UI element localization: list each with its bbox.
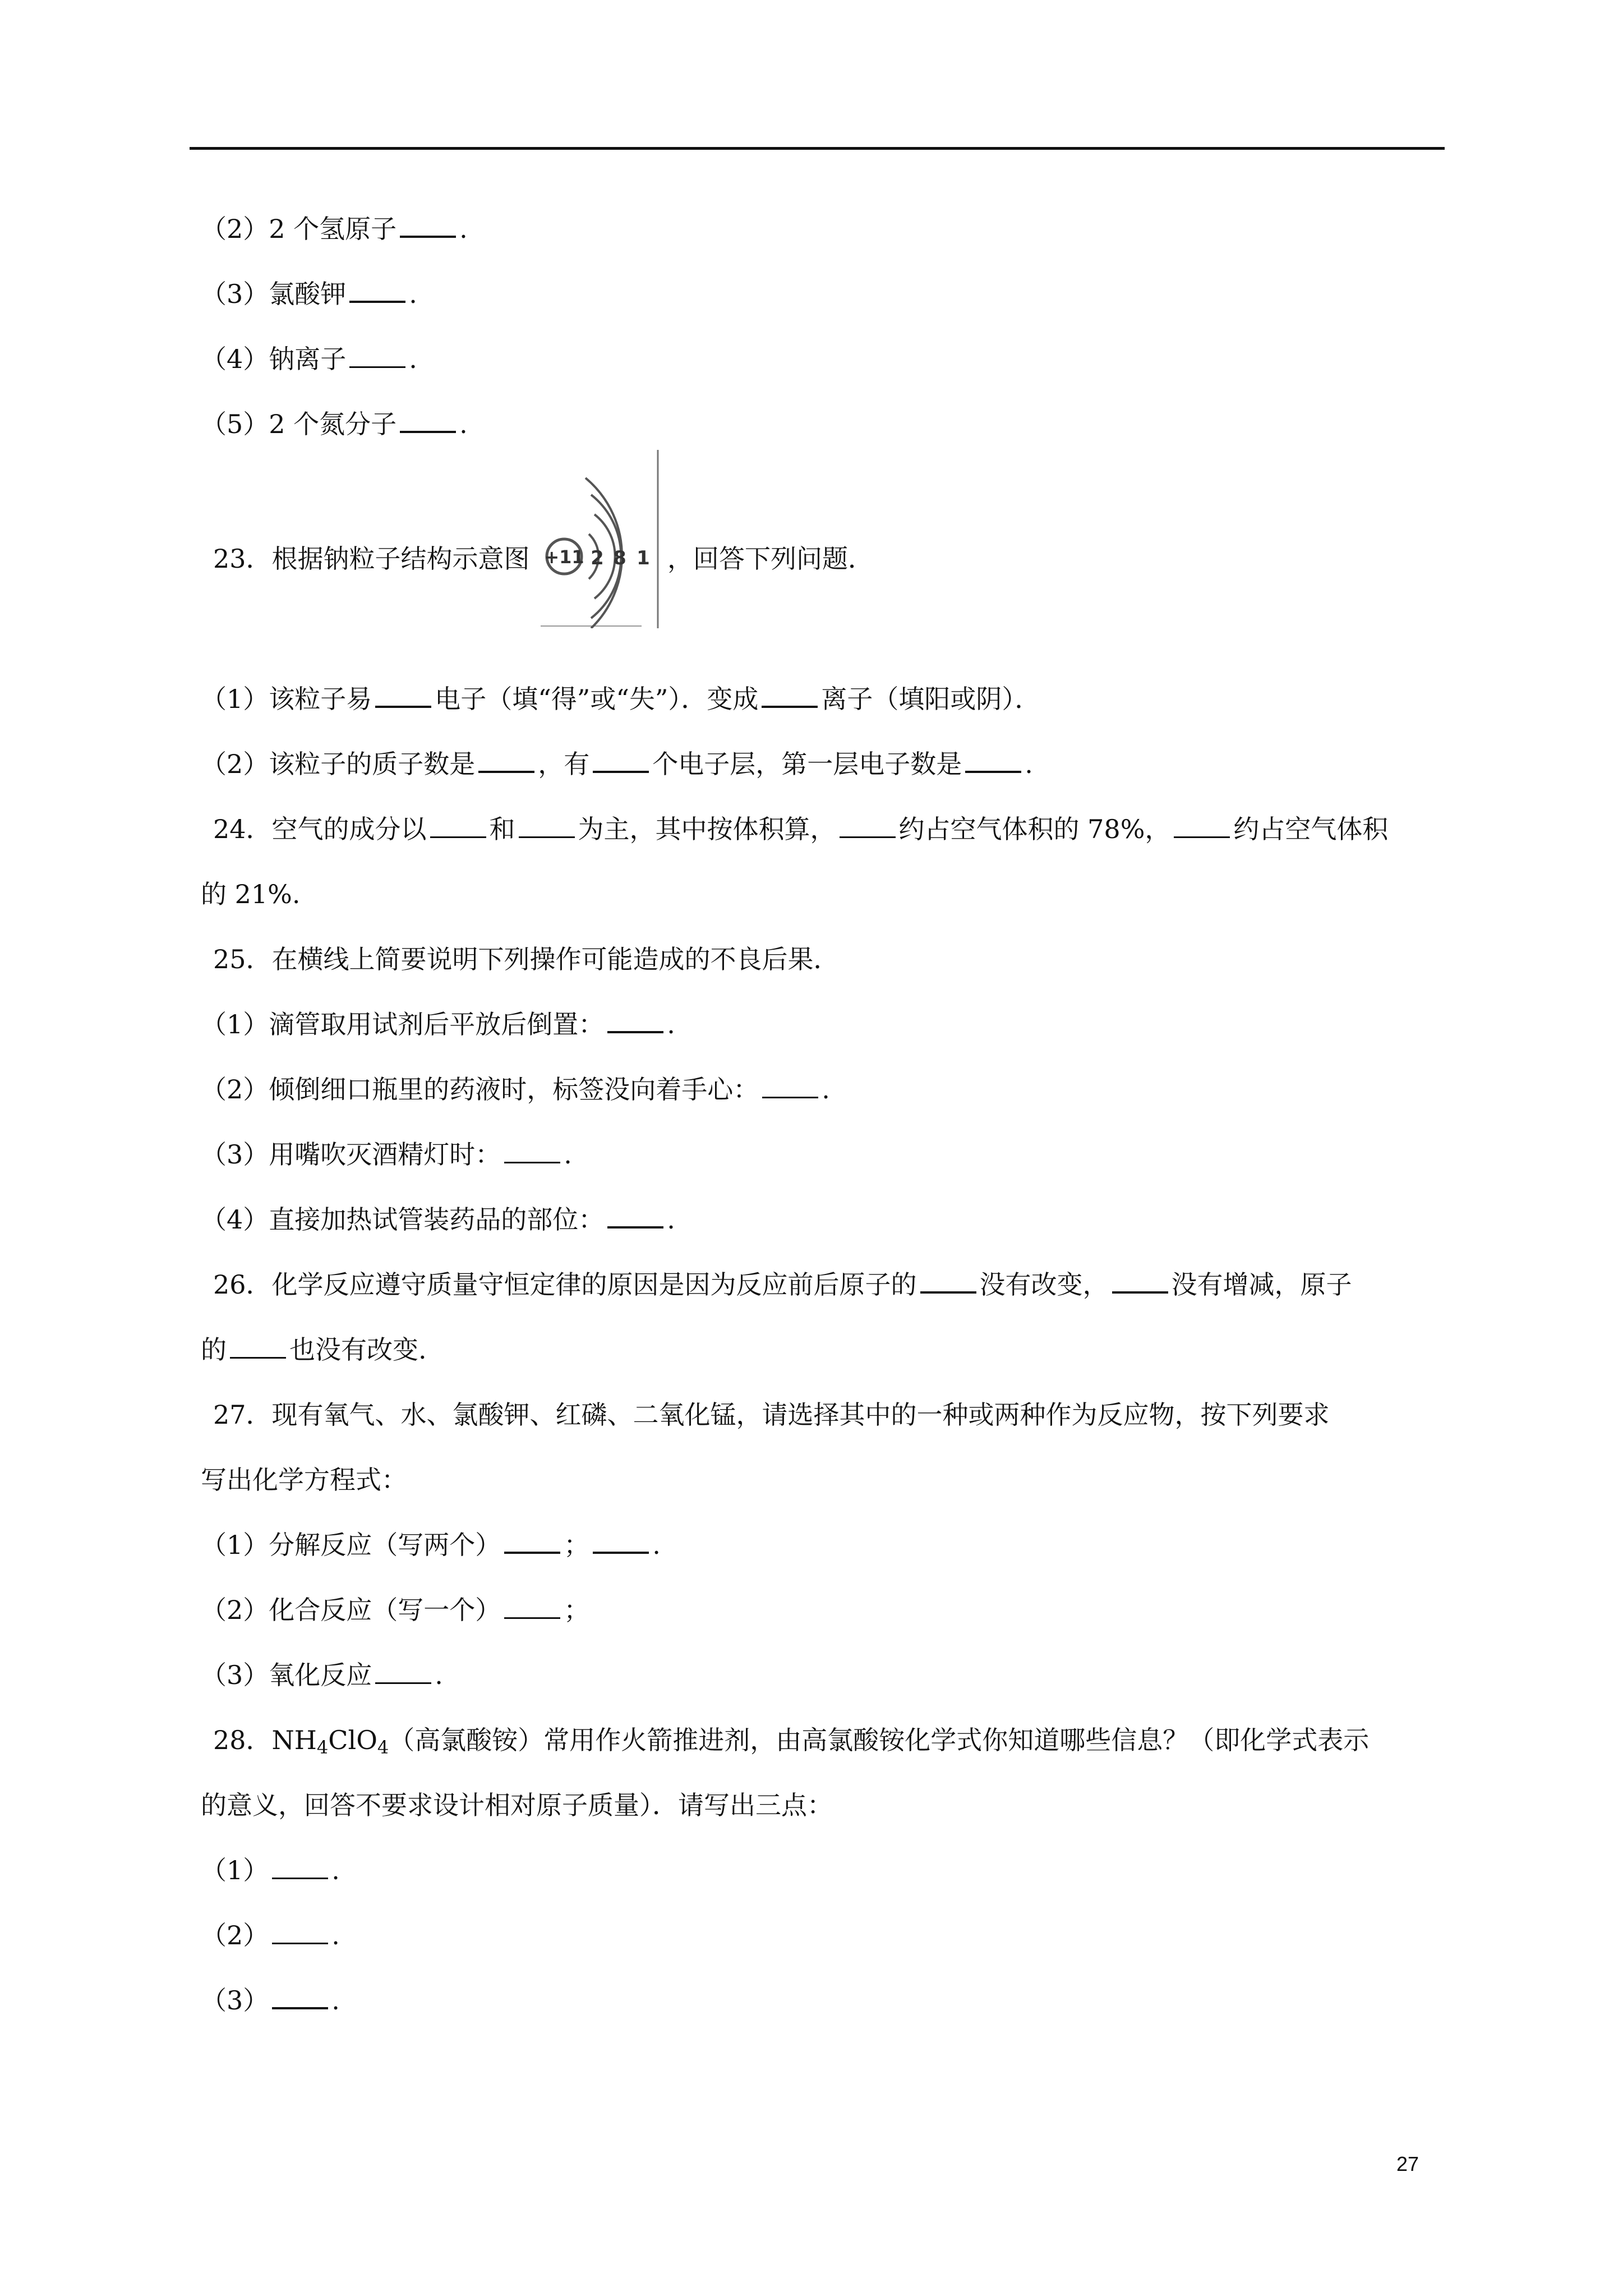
answer-blank[interactable] [400, 215, 456, 238]
page-number: 27 [1396, 2152, 1419, 2175]
q27-item-2: （2）化合反应（写一个） ； [201, 1595, 590, 1625]
q23-item-1: （1）该粒子易 电子（填“得”或“失”）．变成 离子（填阳或阴）． [201, 684, 1041, 714]
answer-blank[interactable] [230, 1337, 286, 1359]
q28-item-2: （2） . [201, 1920, 340, 1950]
q28-item-3: （3） . [201, 1985, 340, 2016]
answer-blank[interactable] [1174, 816, 1230, 838]
answer-blank[interactable] [593, 1531, 649, 1554]
q27-item-3: （3）氧化反应 . [201, 1660, 443, 1690]
q27-stem-2: 写出化学方程式： [201, 1465, 407, 1495]
answer-blank[interactable] [607, 1206, 663, 1228]
q26-line-2: 的 也没有改变. [201, 1335, 427, 1365]
q22-item-2: （2）2 个氢原子 . [201, 214, 468, 244]
header-rule [190, 147, 1445, 150]
shell-3-count: 1 [637, 547, 650, 569]
q22-item-5: （5）2 个氮分子 . [201, 409, 468, 439]
q28-line-1: 28．$NH_4ClO_4$（高氯酸铵）常用作火箭推进剂，由高氯酸铵化学式你知道哪些信息？（即化学式表示 [213, 1725, 1370, 1758]
q25-item-4: （4）直接加热试管装药品的部位： . [201, 1204, 675, 1235]
q25-item-2: （2）倾倒细口瓶里的药液时，标签没向着手心： . [201, 1074, 830, 1105]
q25-item-3: （3）用嘴吹灭酒精灯时： . [201, 1139, 572, 1170]
sodium-atom-structure-figure [541, 450, 661, 628]
answer-blank[interactable] [272, 1922, 328, 1944]
q27-item-1: （1）分解反应（写两个） ； . [201, 1530, 661, 1560]
answer-blank[interactable] [1112, 1271, 1168, 1294]
shell-2-count: 8 [613, 547, 626, 569]
answer-blank[interactable] [762, 685, 818, 708]
answer-blank[interactable] [593, 751, 649, 773]
answer-blank[interactable] [504, 1531, 560, 1554]
q22-item-4: （4）钠离子 . [201, 344, 417, 374]
answer-blank[interactable] [504, 1597, 560, 1619]
answer-blank[interactable] [607, 1011, 663, 1033]
q24-line-2: 的 21%. [201, 879, 301, 909]
answer-blank[interactable] [349, 346, 405, 368]
q22-item-3: （3）氯酸钾 . [201, 279, 417, 309]
q26-line-1: 26．化学反应遵守质量守恒定律的原因是因为反应前后原子的 没有改变， 没有增减，原子 [213, 1269, 1352, 1300]
answer-blank[interactable] [840, 816, 896, 838]
answer-blank[interactable] [349, 280, 405, 303]
answer-blank[interactable] [430, 816, 486, 838]
answer-blank[interactable] [478, 751, 534, 773]
q25-stem: 25．在横线上简要说明下列操作可能造成的不良后果． [213, 944, 840, 974]
q23-stem-b: ，回答下列问题． [667, 544, 874, 574]
answer-blank[interactable] [375, 685, 431, 708]
answer-blank[interactable] [400, 411, 456, 433]
q28-item-1: （1） . [201, 1855, 340, 1885]
q24-line-1: 24．空气的成分以 和 为主，其中按体积算， 约占空气体积的 78%， 约占空气体积 [213, 814, 1389, 844]
answer-blank[interactable] [920, 1271, 976, 1294]
nucleus-charge-label: +11 [544, 546, 584, 568]
answer-blank[interactable] [375, 1662, 431, 1684]
q27-stem-1: 27．现有氧气、水、氯酸钾、红磷、二氧化锰，请选择其中的一种或两种作为反应物，按下列要求 [213, 1400, 1330, 1430]
q28-stem-2: 的意义，回答不要求设计相对原子质量）．请写出三点： [201, 1790, 833, 1820]
answer-blank[interactable] [519, 816, 575, 838]
answer-blank[interactable] [272, 1857, 328, 1879]
answer-blank[interactable] [272, 1987, 328, 2009]
answer-blank[interactable] [504, 1142, 560, 1163]
answer-blank[interactable] [965, 751, 1021, 773]
q25-item-1: （1）滴管取用试剂后平放后倒置： . [201, 1009, 675, 1039]
shell-1-count: 2 [591, 547, 604, 569]
q23-stem-a: 23．根据钠粒子结构示意图 [213, 544, 530, 574]
answer-blank[interactable] [762, 1076, 818, 1098]
q23-item-2: （2）该粒子的质子数是 ，有 个电子层，第一层电子数是 . [201, 749, 1033, 779]
chemical-formula: $NH_4ClO_4$ [271, 1725, 389, 1758]
